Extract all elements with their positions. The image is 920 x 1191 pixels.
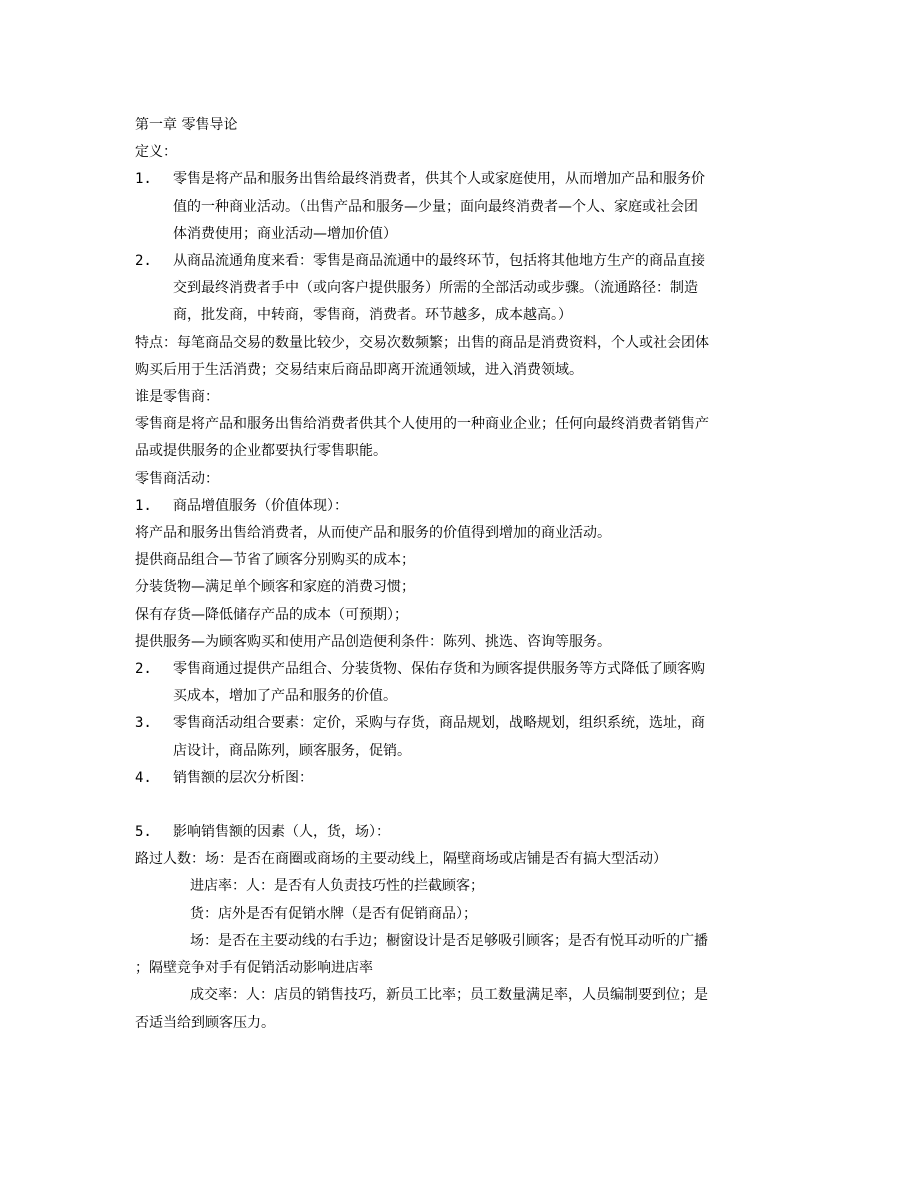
document-page: [135, 112, 785, 1037]
factor-goods: 货：店外是否有促销水牌（是否有促销商品）；: [190, 905, 477, 922]
item-line: 值的一种商业活动。（出售产品和服务—少量；面向最终消费者—个人、家庭或社会团: [173, 198, 698, 215]
activity-line: 将产品和服务出售给消费者，从而使产品和服务的价值得到增加的商业活动。: [135, 525, 611, 542]
factor-conversion-line: 成交率：人：店员的销售技巧，新员工比率；员工数量满足率，人员编制要到位；是: [190, 987, 708, 1004]
activity-item-1: [135, 493, 785, 520]
who-heading: 谁是零售商：: [135, 389, 219, 406]
activity-title: 商品增值服务（价值体现）：: [173, 497, 348, 514]
item-line: 店设计，商品陈列，顾客服务，促销。: [173, 742, 411, 759]
factor-traffic: 路过人数：场：是否在商圈或商场的主要动线上，隔壁商场或店铺是否有搞大型活动）: [135, 851, 667, 868]
item-line: 零售是将产品和服务出售给最终消费者，供其个人或家庭使用，从而增加产品和服务价: [173, 171, 705, 188]
factors-item-5: [135, 819, 785, 846]
item-line: 零售商活动组合要素：定价，采购与存货，商品规划，战略规划，组织系统，选址，商: [173, 715, 705, 732]
item-line: 从商品流通角度来看：零售是商品流通中的最终环节，包括将其他地方生产的商品直接: [173, 253, 705, 270]
features-line: 特点：每笔商品交易的数量比较少，交易次数频繁；出售的商品是消费资料，个人或社会团体: [135, 334, 709, 351]
factor-entry-rate: 进店率：人：是否有人负责技巧性的拦截顾客；: [190, 878, 484, 895]
activity-line: 提供商品组合—节省了顾客分别购买的成本；: [135, 552, 415, 569]
item-line: 销售额的层次分析图：: [173, 769, 313, 786]
activity-item-4: [135, 765, 785, 792]
activity-line: 提供服务—为顾客购买和使用产品创造便利条件：陈列、挑选、咨询等服务。: [135, 633, 611, 650]
item-number: 1.: [135, 171, 152, 188]
who-line: 零售商是将产品和服务出售给消费者供其个人使用的一种商业企业；任何向最终消费者销售产: [135, 416, 709, 433]
item-number: 5.: [135, 824, 152, 841]
item-line: 买成本，增加了产品和服务的价值。: [173, 688, 397, 705]
activity-line: 分装货物—满足单个顾客和家庭的消费习惯；: [135, 579, 415, 596]
item-line: 交到最终消费者手中（或向客户提供服务）所需的全部活动或步骤。（流通路径：制造: [173, 280, 698, 297]
definition-item-1: [135, 166, 785, 248]
blank-space: [135, 792, 785, 819]
item-line: 商，批发商，中转商，零售商，消费者。环节越多，成本越高。）: [173, 307, 572, 324]
item-line: 体消费使用；商业活动—增加价值）: [173, 225, 397, 242]
item-number: 2.: [135, 253, 152, 270]
factor-conversion-line: 否适当给到顾客压力。: [135, 1014, 275, 1031]
item-number: 4.: [135, 769, 152, 786]
who-line: 品或提供服务的企业都要执行零售职能。: [135, 443, 387, 460]
chapter-title: 第一章 零售导论: [135, 117, 238, 133]
definition-item-2: [135, 248, 785, 330]
features-line: 购买后用于生活消费；交易结束后商品即离开流通领域，进入消费领域。: [135, 361, 583, 378]
factors-title: 影响销售额的因素（人，货，场）：: [173, 824, 390, 841]
item-number: 3.: [135, 715, 152, 732]
activity-item-3: [135, 710, 785, 764]
item-line: 零售商通过提供产品组合、分装货物、保佑存货和为顾客提供服务等方式降低了顾客购: [173, 661, 705, 678]
item-number: 2.: [135, 661, 152, 678]
item-number: 1.: [135, 497, 152, 514]
activities-heading: 零售商活动：: [135, 470, 219, 487]
factor-place-line: ；隔壁竞争对手有促销活动影响进店率: [135, 960, 373, 977]
factor-place-line: 场：是否在主要动线的右手边；橱窗设计是否足够吸引顾客；是否有悦耳动听的广播: [190, 932, 708, 949]
activity-line: 保有存货—降低储存产品的成本（可预期）；: [135, 606, 408, 623]
activity-item-2: [135, 656, 785, 710]
definition-heading: 定义：: [135, 144, 177, 161]
